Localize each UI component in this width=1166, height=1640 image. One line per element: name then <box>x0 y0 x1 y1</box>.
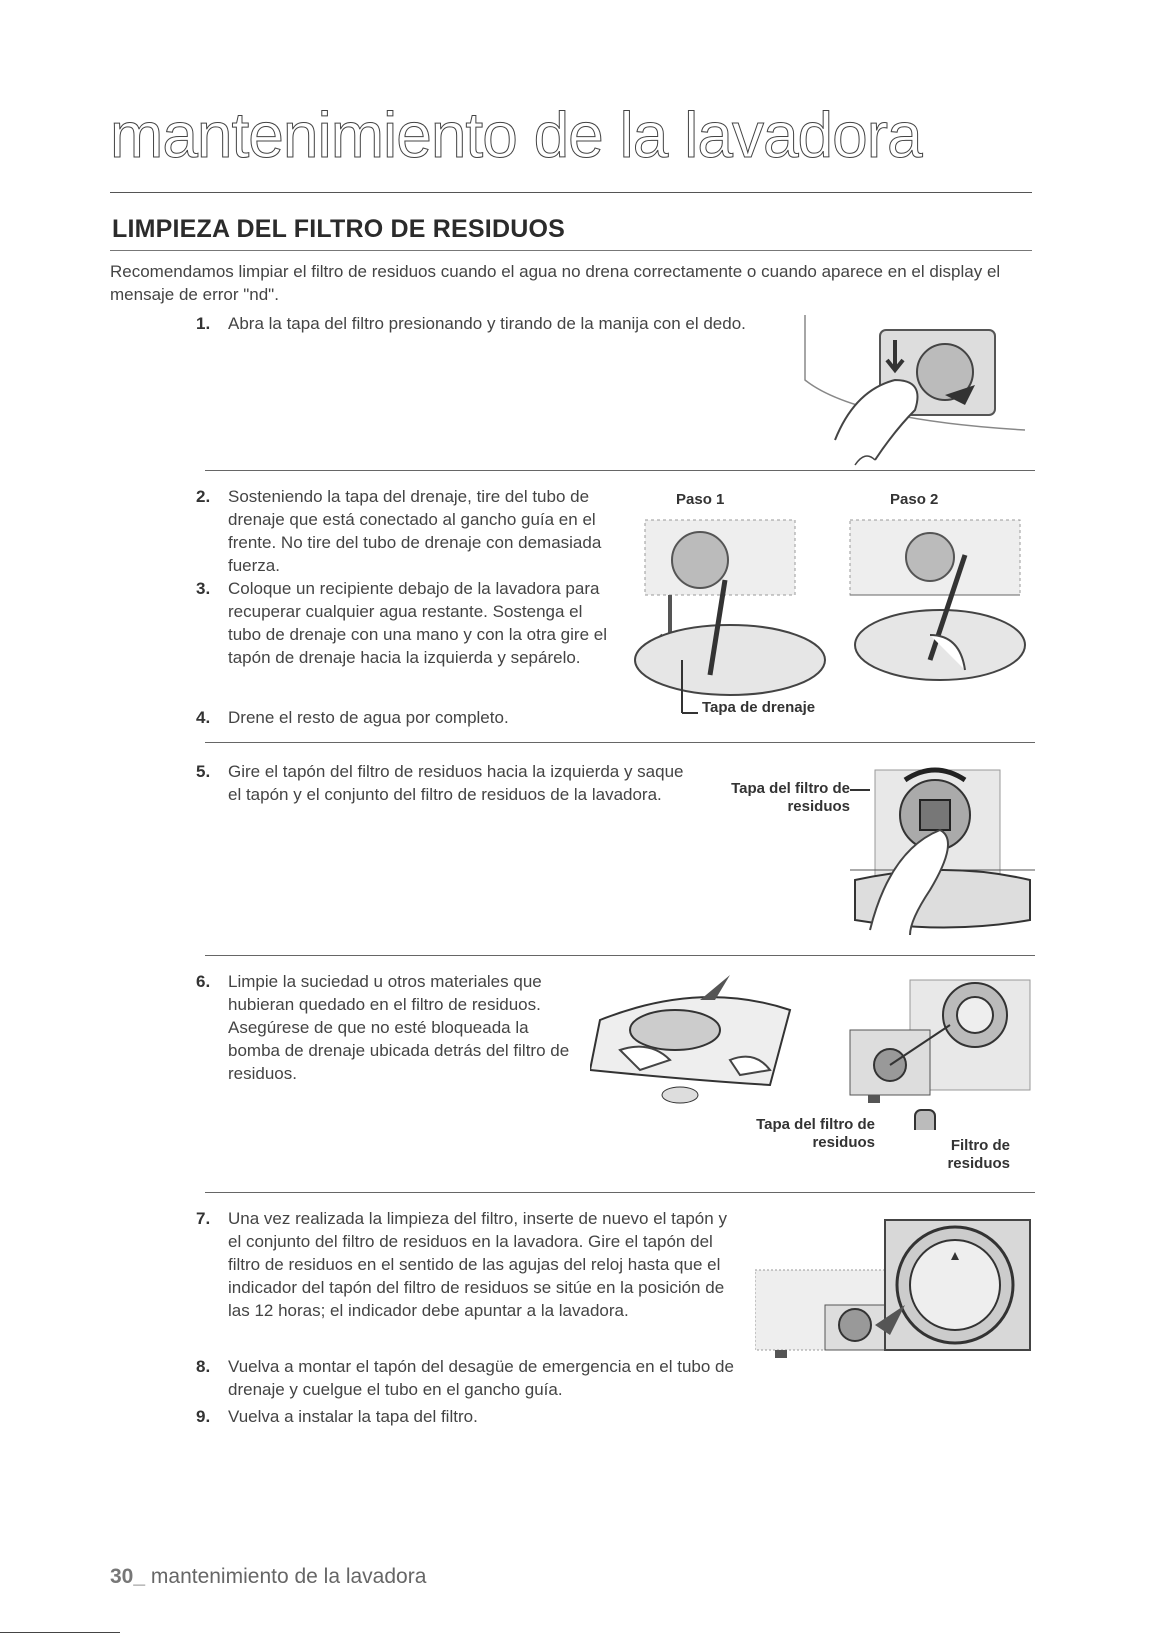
step-4 <box>196 706 616 729</box>
filter-label-line1: Filtro de <box>950 1137 1010 1154</box>
filter-cap-label-line1: Tapa del filtro de <box>731 780 850 797</box>
step-text: Sosteniendo la tapa del drenaje, tire del tubo de drenaje que está conectado al gancho guía en el frente. No tire del tubo de drenaje con demasiada fuerza. <box>228 487 602 575</box>
step-text: Limpie la suciedad u otros materiales que hubieran quedado en el filtro de residuos. Asegúrese de que no esté bloqueada la bomba de drenaje ubicada detrás del filtro de residuos. <box>228 972 570 1083</box>
step-5 <box>196 760 696 806</box>
section-rule <box>110 250 1032 251</box>
step-number: 1. <box>196 314 211 333</box>
step-divider <box>205 470 1035 471</box>
filter-label-line2: residuos <box>947 1155 1010 1172</box>
step-divider <box>205 1192 1035 1193</box>
step-6 <box>196 970 581 1085</box>
filter-cap-label-line1: Tapa del filtro de <box>756 1116 875 1133</box>
step-text: Vuelva a instalar la tapa del filtro. <box>228 1407 478 1426</box>
filter-cap-label-line2: residuos <box>812 1134 875 1151</box>
step-9 <box>196 1405 736 1428</box>
intro-paragraph: Recomendamos limpiar el filtro de residuos cuando el agua no drena correctamente o cuando aparece en el display el mensaje de error "nd". <box>110 262 1001 304</box>
section-title: LIMPIEZA DEL FILTRO DE RESIDUOS <box>112 215 565 243</box>
step-text: Coloque un recipiente debajo de la lavadora para recuperar cualquier agua restante. Sostenga el tubo de drenaje con una mano y con la otra gire el tapón de drenaje hacia la izquierda y sepárelo. <box>228 579 607 667</box>
step-8 <box>196 1355 736 1401</box>
filter-cover-illustration <box>795 310 1035 470</box>
paso-1-label: Paso 1 <box>676 491 725 508</box>
step-text: Drene el resto de agua por completo. <box>228 708 509 727</box>
paso-2-label: Paso 2 <box>890 491 939 508</box>
filter-label <box>930 1137 1010 1173</box>
step-text: Abra la tapa del filtro presionando y tirando de la manija con el dedo. <box>228 314 746 333</box>
drain-steps-illustration <box>630 485 1035 725</box>
step-2 <box>196 485 616 577</box>
footer-text: mantenimiento de la lavadora <box>150 1565 427 1588</box>
title-rule <box>110 192 1032 193</box>
step-number: 7. <box>196 1209 211 1228</box>
step-text: Vuelva a montar el tapón del desagüe de emergencia en el tubo de drenaje y cuelgue el tubo en el gancho guía. <box>228 1357 734 1399</box>
step-number: 9. <box>196 1407 211 1426</box>
step-number: 4. <box>196 708 211 727</box>
filter-cleaning-illustration <box>590 970 1035 1130</box>
step-1 <box>196 312 776 335</box>
step-3 <box>196 577 616 669</box>
step-text: Una vez realizada la limpieza del filtro, inserte de nuevo el tapón y el conjunto del filtro de residuos en la lavadora. Gire el tapón del filtro de residuos en el sentido de las agujas del reloj hasta que el indicador del tapón del filtro de residuos se sitúe en la posición de las 12 horas; el indicador debe apuntar a la lavadora. <box>228 1209 727 1320</box>
page-footer <box>110 1565 426 1589</box>
filter-reinstall-illustration <box>755 1210 1035 1370</box>
step-number: 2. <box>196 487 211 506</box>
page-title: mantenimiento de la lavadora <box>110 99 922 171</box>
step-divider <box>205 955 1035 956</box>
step-number: 8. <box>196 1357 211 1376</box>
step-text: Gire el tapón del filtro de residuos hacia la izquierda y saque el tapón y el conjunto del filtro de residuos de la lavadora. <box>228 762 684 804</box>
page-number: 30_ <box>110 1565 146 1588</box>
bottom-rule <box>0 1632 120 1633</box>
step-number: 5. <box>196 762 211 781</box>
step-number: 6. <box>196 972 211 991</box>
step-divider <box>205 742 1035 743</box>
drain-cap-label: Tapa de drenaje <box>702 699 816 716</box>
step-number: 3. <box>196 579 211 598</box>
filter-cap-label-line2: residuos <box>787 798 850 815</box>
filter-cap-label <box>700 1116 875 1152</box>
filter-cap-label <box>690 780 850 816</box>
step-7 <box>196 1207 736 1322</box>
filter-removal-illustration <box>850 760 1035 935</box>
